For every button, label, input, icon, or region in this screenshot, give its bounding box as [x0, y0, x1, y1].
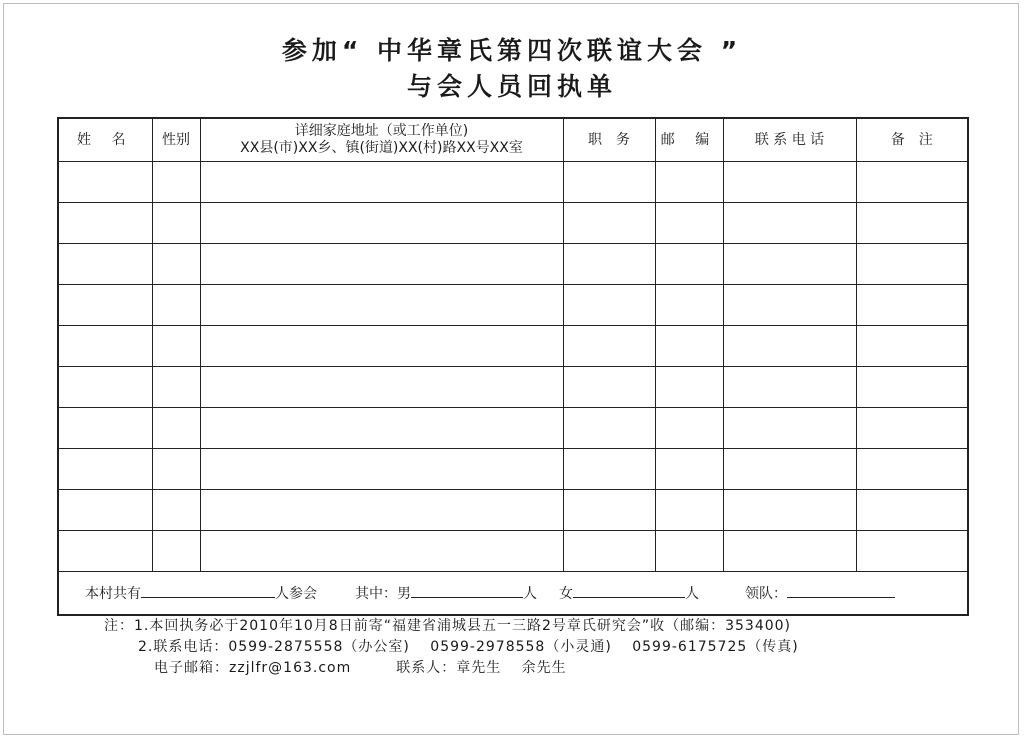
cell-name[interactable]: [58, 203, 152, 244]
cell-address[interactable]: [200, 449, 563, 490]
cell-gender[interactable]: [152, 326, 200, 367]
header-phone: 联 系 电 话: [723, 118, 856, 162]
cell-address[interactable]: [200, 490, 563, 531]
header-row: [58, 118, 968, 162]
header-postcode: 邮 编: [655, 118, 723, 162]
leader-label: 领队：: [745, 586, 787, 602]
header-address-line1: 详细家庭地址（或工作单位): [294, 123, 469, 139]
table-row: [58, 367, 968, 408]
cell-remarks[interactable]: [856, 490, 968, 531]
cell-postcode[interactable]: [655, 449, 723, 490]
table-row: [58, 162, 968, 203]
cell-address[interactable]: [200, 531, 563, 572]
cell-name[interactable]: [58, 162, 152, 203]
cell-postcode[interactable]: [655, 408, 723, 449]
cell-remarks[interactable]: [856, 449, 968, 490]
male-unit-label: 人: [523, 586, 537, 602]
registration-table: [57, 117, 969, 616]
table-row: [58, 203, 968, 244]
female-label: 女: [559, 586, 573, 602]
cell-gender[interactable]: [152, 531, 200, 572]
cell-phone[interactable]: [723, 490, 856, 531]
cell-name[interactable]: [58, 449, 152, 490]
table-row: [58, 490, 968, 531]
cell-phone[interactable]: [723, 449, 856, 490]
cell-phone[interactable]: [723, 367, 856, 408]
cell-gender[interactable]: [152, 203, 200, 244]
female-unit-label: 人: [685, 586, 699, 602]
people-attend-label: 人参会: [275, 586, 317, 602]
header-name: 姓 名: [58, 118, 152, 162]
cell-position[interactable]: [563, 490, 655, 531]
cell-address[interactable]: [200, 203, 563, 244]
cell-postcode[interactable]: [655, 326, 723, 367]
cell-position[interactable]: [563, 449, 655, 490]
cell-remarks[interactable]: [856, 285, 968, 326]
summary-row: [58, 572, 968, 616]
cell-phone[interactable]: [723, 285, 856, 326]
table-row: [58, 285, 968, 326]
cell-gender[interactable]: [152, 244, 200, 285]
cell-gender[interactable]: [152, 367, 200, 408]
cell-gender[interactable]: [152, 449, 200, 490]
cell-name[interactable]: [58, 367, 152, 408]
cell-phone[interactable]: [723, 162, 856, 203]
cell-remarks[interactable]: [856, 162, 968, 203]
cell-name[interactable]: [58, 285, 152, 326]
cell-postcode[interactable]: [655, 367, 723, 408]
table-row: [58, 244, 968, 285]
cell-position[interactable]: [563, 408, 655, 449]
cell-phone[interactable]: [723, 408, 856, 449]
table-row: [58, 408, 968, 449]
male-label: 其中：男: [355, 586, 411, 602]
header-gender: 性别: [152, 118, 200, 162]
cell-gender[interactable]: [152, 408, 200, 449]
cell-remarks[interactable]: [856, 531, 968, 572]
cell-phone[interactable]: [723, 244, 856, 285]
table-row: [58, 326, 968, 367]
title-line-1: 参加“ 中华章氏第四次联谊大会 ”: [281, 36, 743, 65]
male-count-blank[interactable]: [411, 583, 523, 598]
cell-postcode[interactable]: [655, 285, 723, 326]
cell-position[interactable]: [563, 285, 655, 326]
note-line-3: 电子邮箱：zzjlfr@163.com 联系人：章先生 余先生: [154, 660, 567, 676]
cell-name[interactable]: [58, 326, 152, 367]
cell-remarks[interactable]: [856, 203, 968, 244]
cell-gender[interactable]: [152, 490, 200, 531]
cell-phone[interactable]: [723, 326, 856, 367]
cell-gender[interactable]: [152, 162, 200, 203]
notes: [104, 616, 799, 679]
cell-position[interactable]: [563, 244, 655, 285]
cell-remarks[interactable]: [856, 244, 968, 285]
header-address: [200, 118, 563, 162]
cell-postcode[interactable]: [655, 162, 723, 203]
cell-position[interactable]: [563, 162, 655, 203]
note-line-2: 2.联系电话：0599-2875558（办公室) 0599-2978558（小灵通) 0599-6175725（传真): [138, 639, 799, 655]
cell-phone[interactable]: [723, 203, 856, 244]
cell-name[interactable]: [58, 531, 152, 572]
cell-address[interactable]: [200, 162, 563, 203]
leader-blank[interactable]: [787, 583, 895, 598]
header-address-line2: XX县(市)XX乡、镇(街道)XX(村)路XX号XX室: [240, 140, 523, 156]
note-line-1: 注：1.本回执务必于2010年10月8日前寄“福建省浦城县五一三路2号章氏研究会”收（邮编：353400): [104, 618, 792, 634]
village-total-label: 本村共有: [85, 586, 141, 602]
female-count-blank[interactable]: [573, 583, 685, 598]
cell-postcode[interactable]: [655, 244, 723, 285]
cell-postcode[interactable]: [655, 531, 723, 572]
title-line-2: 与会人员回执单: [406, 72, 617, 101]
cell-address[interactable]: [200, 244, 563, 285]
cell-remarks[interactable]: [856, 326, 968, 367]
cell-address[interactable]: [200, 326, 563, 367]
cell-position[interactable]: [563, 203, 655, 244]
cell-position[interactable]: [563, 367, 655, 408]
cell-gender[interactable]: [152, 285, 200, 326]
cell-name[interactable]: [58, 408, 152, 449]
table-row: [58, 531, 968, 572]
header-position: 职 务: [563, 118, 655, 162]
table-row: [58, 449, 968, 490]
village-total-blank[interactable]: [141, 583, 275, 598]
cell-address[interactable]: [200, 285, 563, 326]
cell-postcode[interactable]: [655, 203, 723, 244]
cell-name[interactable]: [58, 490, 152, 531]
summary-cell: [58, 572, 968, 616]
cell-remarks[interactable]: [856, 367, 968, 408]
header-remarks: 备 注: [856, 118, 968, 162]
cell-name[interactable]: [58, 244, 152, 285]
cell-remarks[interactable]: [856, 408, 968, 449]
cell-address[interactable]: [200, 408, 563, 449]
cell-position[interactable]: [563, 326, 655, 367]
cell-position[interactable]: [563, 531, 655, 572]
cell-address[interactable]: [200, 367, 563, 408]
cell-phone[interactable]: [723, 531, 856, 572]
cell-postcode[interactable]: [655, 490, 723, 531]
